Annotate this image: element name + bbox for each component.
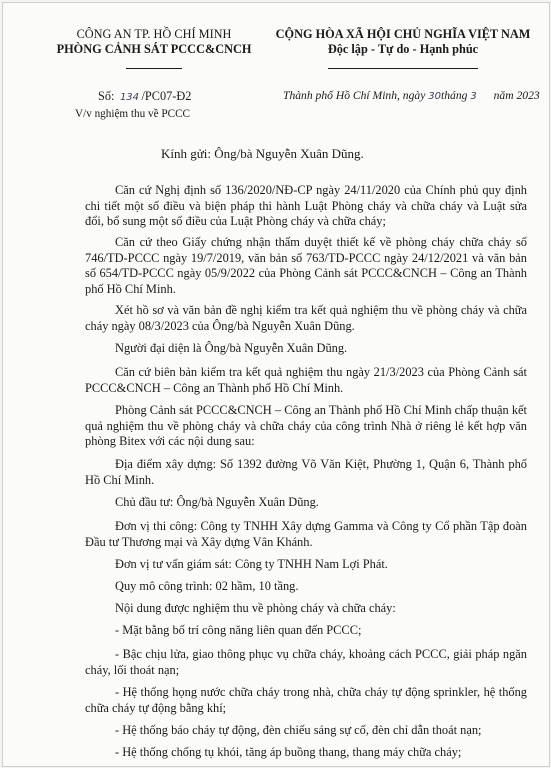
body-paragraph-supervisor: Đơn vị tư vấn giám sát: Công ty TNHH Nam Lợi Phát. xyxy=(115,557,388,571)
body-paragraph-dossier: Xét hồ sơ và văn bản đề nghị kiểm tra kết quả nghiệm thu về phòng cháy và chữa cháy ngày 08/3/2023 của Ông/bà Nguyễn Xuân Dũng. xyxy=(85,303,527,333)
agency-underline xyxy=(126,68,182,69)
national-header xyxy=(265,27,541,73)
agency-line2: PHÒNG CẢNH SÁT PCCC&CNCH xyxy=(56,42,252,56)
body-paragraph-accepted-content: Nội dung được nghiệm thu về phòng cháy và chữa cháy: xyxy=(115,601,396,615)
list-item-hydrant-sprinkler: - Hệ thống họng nước chữa cháy trong nhà, chữa cháy tự động sprinkler, hệ thống chữa cháy tự động bằng khí; xyxy=(85,685,527,715)
list-item-smoke-control: - Hệ thống chống tụ khói, tăng áp buồng thang, thang máy chữa cháy; xyxy=(115,745,462,759)
date-year: năm 2023 xyxy=(493,89,540,102)
date-day: 30 xyxy=(428,91,441,102)
document-date xyxy=(283,89,540,102)
motto-underline xyxy=(328,68,478,69)
body-paragraph-contractor: Đơn vị thi công: Công ty TNHH Xây dựng Gamma và Công ty Cổ phần Tập đoàn Đầu tư Thương mại và Xây dựng Vân Khánh. xyxy=(85,519,527,549)
agency-line1: CÔNG AN TP. HỒ CHÍ MINH xyxy=(76,27,232,41)
country-name: CỘNG HÒA XÃ HỘI CHỦ NGHĨA VIỆT NAM xyxy=(275,27,531,41)
document-page xyxy=(2,2,550,767)
body-paragraph-approval: Phòng Cảnh sát PCCC&CNCH – Công an Thành phố Hồ Chí Minh chấp thuận kết quả nghiệm thu về phòng cháy và chữa cháy của công trình Nhà ở riêng lẻ kết hợp văn phòng Bitex với các nội dung sau: xyxy=(85,403,527,449)
body-paragraph-location: Địa điểm xây dựng: Số 1392 đường Võ Văn Kiệt, Phường 1, Quận 6, Thành phố Hồ Chí Minh. xyxy=(85,457,527,487)
list-item-alarm-lighting: - Hệ thống báo cháy tự động, đèn chiếu sáng sự cố, đèn chỉ dẫn thoát nạn; xyxy=(115,723,482,737)
body-paragraph-legal-basis: Căn cứ Nghị định số 136/2020/NĐ-CP ngày 24/11/2020 của Chính phủ quy định chi tiết một số điều và biện pháp thi hành Luật Phòng cháy và chữa cháy và Luật sửa đổi, bổ sung một số điều của Luật Phòng cháy và chữa cháy; xyxy=(85,183,527,229)
list-item-layout: - Mặt bằng bố trí công năng liên quan đến PCCC; xyxy=(115,623,362,637)
doc-number-prefix: Số: xyxy=(98,89,115,103)
body-paragraph-inspection-record: Căn cứ biên bản kiểm tra kết quả nghiệm thu ngày 21/3/2023 của Phòng Cảnh sát PCCC&CNCH – Công an Thành phố Hồ Chí Minh. xyxy=(85,365,527,395)
date-prefix: Thành phố Hồ Chí Minh, ngày xyxy=(283,89,426,102)
doc-number-suffix: /PC07-Đ2 xyxy=(141,89,192,103)
national-motto: Độc lập - Tự do - Hạnh phúc xyxy=(327,42,479,56)
list-item-fire-resistance: - Bậc chịu lửa, giao thông phục vụ chữa cháy, khoảng cách PCCC, giải pháp ngăn cháy, lối thoát nạn; xyxy=(85,647,527,677)
doc-number-handwritten: 134 xyxy=(119,92,140,103)
date-month-label: tháng xyxy=(441,89,468,102)
recipient-line: Kính gửi: Ông/bà Nguyễn Xuân Dũng. xyxy=(161,146,364,161)
date-month: 3 xyxy=(470,91,477,102)
document-number xyxy=(98,89,191,104)
body-paragraph-scale: Quy mô công trình: 02 hầm, 10 tầng. xyxy=(115,579,299,593)
body-paragraph-investor: Chủ đầu tư: Ông/bà Nguyễn Xuân Dũng. xyxy=(115,495,319,509)
body-paragraph-representative: Người đại diện là Ông/bà Nguyễn Xuân Dũng. xyxy=(115,341,348,355)
agency-block xyxy=(45,27,263,73)
body-paragraph-design-approval: Căn cứ theo Giấy chứng nhận thẩm duyệt thiết kế về phòng cháy chữa cháy số 746/TD-PCCC ngày 19/7/2019, văn bản số 763/TD-PCCC ngày 24/12/2021 và văn bản số 654/TD-PCCC ngày 05/9/2022 của Phòng Cảnh sát PCCC&CNCH – Công an Thành phố Hồ Chí Minh. xyxy=(85,235,527,296)
document-subject: V/v nghiệm thu về PCCC xyxy=(75,108,190,120)
